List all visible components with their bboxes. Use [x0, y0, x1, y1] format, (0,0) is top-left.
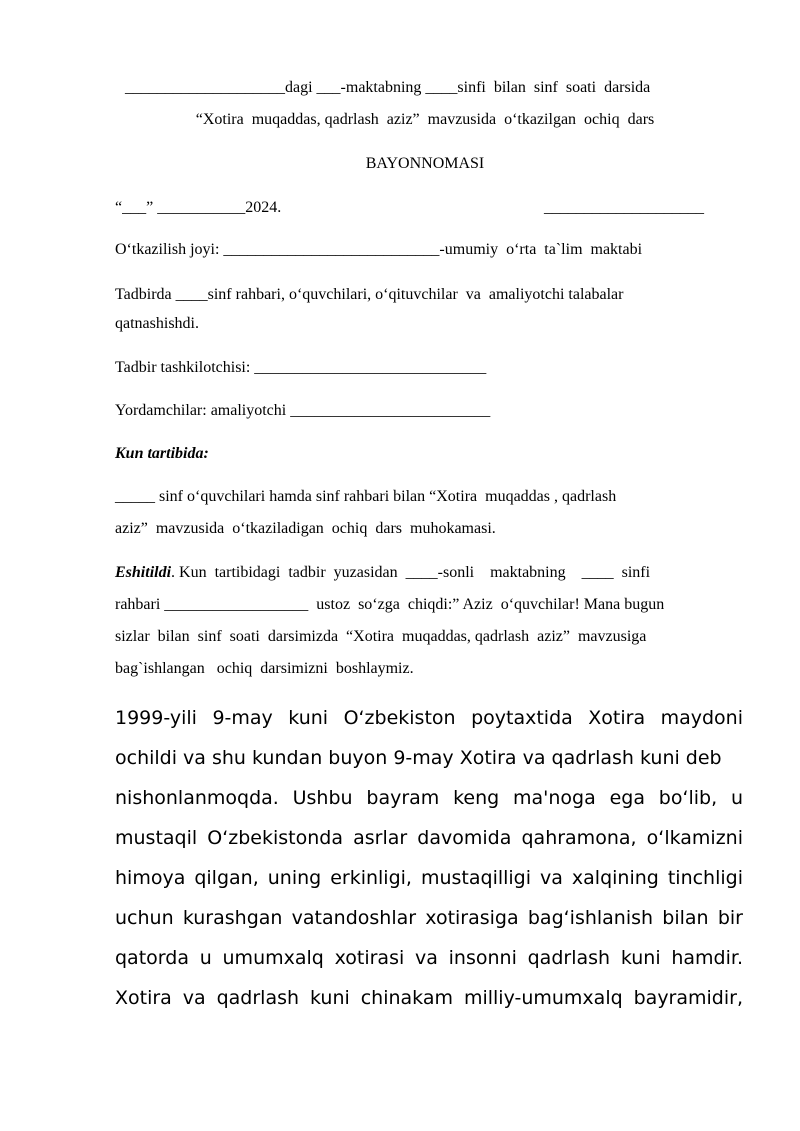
document-title: BAYONNOMASI [365, 155, 485, 172]
body-line-1: 1999-yili 9-may kuni O‘zbekiston poytaxtida Xotira maydoni [115, 707, 743, 729]
assistants-line: Yordamchilar: amaliyotchi _________________________ [115, 402, 491, 419]
body-line-3: nishonlanmoqda. Ushbu bayram keng ma'noga ega bo‘lib, u [115, 787, 743, 809]
body-line-8: Xotira va qadrlash kuni chinakam milliy-umumxalq bayramidir, [115, 987, 743, 1009]
header-line-2: “Xotira muqaddas, qadrlash aziz” mavzusida o‘tkazilgan ochiq dars [195, 111, 655, 128]
heard-label: Eshitildi [115, 564, 172, 581]
heard-line-1 [115, 563, 743, 583]
body-line-2: ochildi va shu kundan buyon 9-may Xotira va qadrlash kuni deb [115, 747, 722, 769]
body-line-4: mustaqil O‘zbekistonda asrlar davomida qahramona, o‘lkamizni [115, 827, 743, 849]
body-line-7: qatorda u umumxalq xotirasi va insonni qadrlash kuni hamdir. [115, 947, 743, 969]
heard-line-1-text: . Kun tartibidagi tadbir yuzasidan ____-sonli maktabning ____ sinfi [171, 564, 651, 581]
heard-line-2: rahbari __________________ ustoz so‘zga chiqdi:” Aziz o‘quvchilar! Mana bugun [115, 596, 665, 613]
venue-line: O‘tkazilish joyi: ___________________________-umumiy o‘rta ta`lim maktabi [115, 241, 643, 258]
body-line-6: uchun kurashgan vatandoshlar xotirasiga bag‘ishlanish bilan bir [115, 907, 743, 929]
agenda-line-2: aziz” mavzusida o‘tkaziladigan ochiq dars muhokamasi. [115, 520, 496, 537]
participants-line-1: Tadbirda ____sinf rahbari, o‘quvchilari, o‘qituvchilar va amaliyotchi talabalar [115, 286, 624, 303]
signature-blank: ____________________ [544, 199, 704, 216]
date-line: “___” ___________2024. [115, 199, 282, 216]
agenda-line-1: _____ sinf o‘quvchilari hamda sinf rahbari bilan “Xotira muqaddas , qadrlash [115, 488, 617, 505]
participants-line-2: qatnashishdi. [115, 315, 199, 332]
heard-line-3: sizlar bilan sinf soati darsimizda “Xotira muqaddas, qadrlash aziz” mavzusiga [115, 628, 647, 645]
body-line-5: himoya qilgan, uning erkinligi, mustaqilligi va xalqining tinchligi [115, 867, 743, 889]
heard-line-4: bag`ishlangan ochiq darsimizni boshlaymiz. [115, 660, 414, 677]
agenda-heading: Kun tartibida: [115, 445, 209, 462]
header-line-1: ____________________dagi ___-maktabning ____sinfi bilan sinf soati darsida [125, 79, 651, 96]
organizer-line: Tadbir tashkilotchisi: _____________________________ [115, 359, 487, 376]
